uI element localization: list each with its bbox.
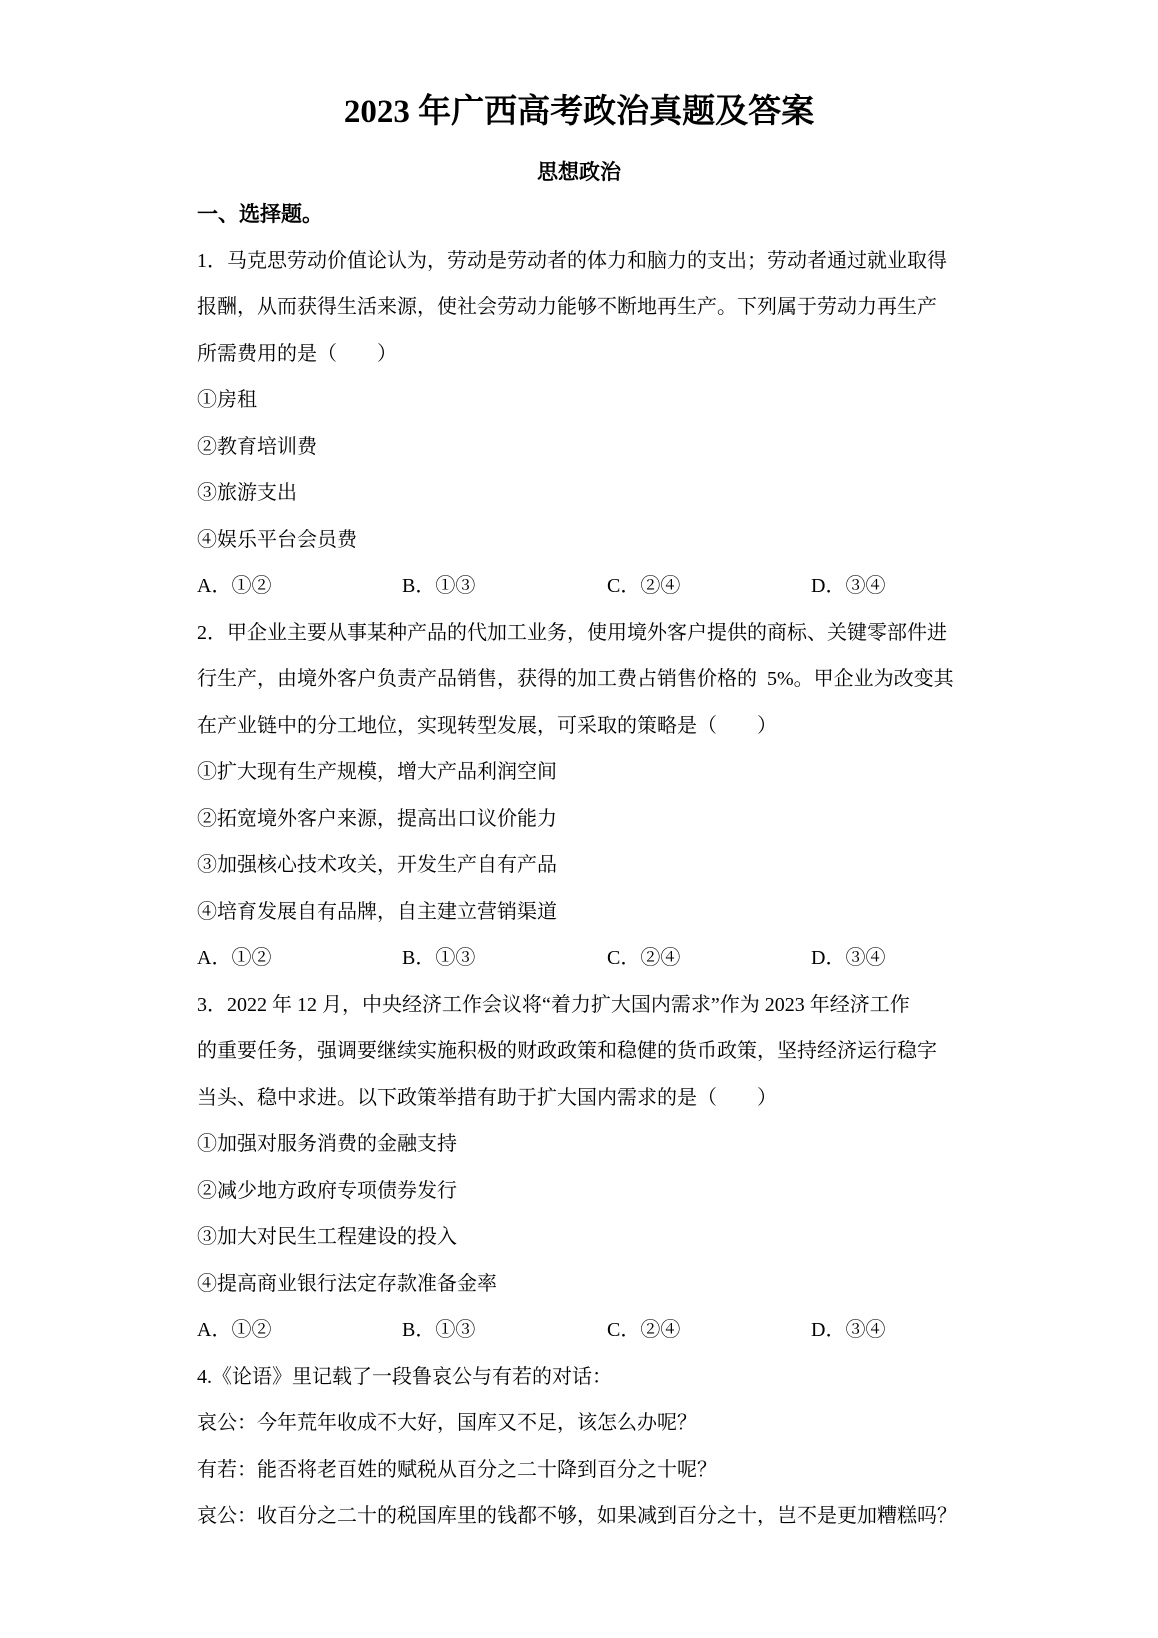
q2-stem-line-2: 行生产，由境外客户负责产品销售，获得的加工费占销售价格的 5%。甲企业为改变其 — [197, 668, 954, 690]
q3-option-a: A．①② — [197, 1319, 272, 1341]
q2-item-3: ③加强核心技术攻关，开发生产自有产品 — [197, 854, 557, 876]
section-heading: 一、选择题。 — [197, 202, 323, 226]
q1-stem-line-2: 报酬，从而获得生活来源，使社会劳动力能够不断地再生产。下列属于劳动力再生产 — [197, 296, 937, 318]
q1-stem-line-1: 1．马克思劳动价值论认为，劳动是劳动者的体力和脑力的支出；劳动者通过就业取得 — [197, 249, 947, 272]
q1-item-4: ④娱乐平台会员费 — [197, 528, 357, 551]
q3-stem-line-2: 的重要任务，强调要继续实施积极的财政政策和稳健的货币政策，坚持经济运行稳字 — [197, 1040, 937, 1062]
q4-dialogue-line-3: 哀公：收百分之二十的税国库里的钱都不够，如果减到百分之十，岂不是更加糟糕吗？ — [197, 1505, 957, 1527]
question-3 — [197, 982, 963, 1354]
question-4 — [197, 1354, 963, 1540]
q2-options-row — [197, 935, 963, 982]
q1-stem-line-3: 所需费用的是（ ） — [197, 342, 397, 365]
q3-options-row — [197, 1307, 963, 1354]
q3-stem-line-1: 3．2022 年 12 月，中央经济工作会议将“着力扩大国内需求”作为 2023 年经济工作 — [197, 993, 910, 1016]
q4-dialogue-line-1: 哀公：今年荒年收成不大好，国库又不足，该怎么办呢？ — [197, 1412, 697, 1434]
q1-item-2: ②教育培训费 — [197, 435, 317, 458]
q3-option-c: C．②④ — [607, 1319, 681, 1341]
q2-stem-line-1: 2．甲企业主要从事某种产品的代加工业务，使用境外客户提供的商标、关键零部件进 — [197, 621, 947, 644]
q2-item-1: ①扩大现有生产规模，增大产品利润空间 — [197, 761, 557, 783]
q3-stem-line-3: 当头、稳中求进。以下政策举措有助于扩大国内需求的是（ ） — [197, 1086, 777, 1109]
q1-option-d: D．③④ — [811, 575, 886, 597]
q2-option-d: D．③④ — [811, 947, 886, 969]
q2-option-b: B．①③ — [402, 947, 476, 969]
q4-stem-line-1: 4.《论语》里记载了一段鲁哀公与有若的对话： — [197, 1365, 612, 1388]
q1-options-row — [197, 563, 963, 610]
q3-item-2: ②减少地方政府专项债券发行 — [197, 1179, 457, 1202]
q1-item-1: ①房租 — [197, 389, 257, 411]
q3-item-4: ④提高商业银行法定存款准备金率 — [197, 1272, 497, 1295]
question-2 — [197, 610, 963, 982]
q1-option-c: C．②④ — [607, 575, 681, 597]
q1-option-a: A．①② — [197, 575, 272, 597]
question-1 — [197, 238, 963, 610]
q3-option-b: B．①③ — [402, 1319, 476, 1341]
page-title: 2023 年广西高考政治真题及答案 — [343, 94, 815, 130]
page-subtitle: 思想政治 — [537, 160, 621, 184]
q2-stem-line-3: 在产业链中的分工地位，实现转型发展，可采取的策略是（ ） — [197, 714, 777, 737]
q2-option-a: A．①② — [197, 947, 272, 969]
q3-item-1: ①加强对服务消费的金融支持 — [197, 1133, 457, 1155]
q1-option-b: B．①③ — [402, 575, 476, 597]
q4-dialogue-line-2: 有若：能否将老百姓的赋税从百分之二十降到百分之十呢？ — [197, 1458, 717, 1481]
q3-option-d: D．③④ — [811, 1319, 886, 1341]
q1-item-3: ③旅游支出 — [197, 482, 297, 504]
q2-item-4: ④培育发展自有品牌，自主建立营销渠道 — [197, 900, 557, 923]
q2-item-2: ②拓宽境外客户来源，提高出口议价能力 — [197, 807, 557, 830]
q2-option-c: C．②④ — [607, 947, 681, 969]
document-body — [197, 191, 963, 1540]
q3-item-3: ③加大对民生工程建设的投入 — [197, 1226, 457, 1248]
